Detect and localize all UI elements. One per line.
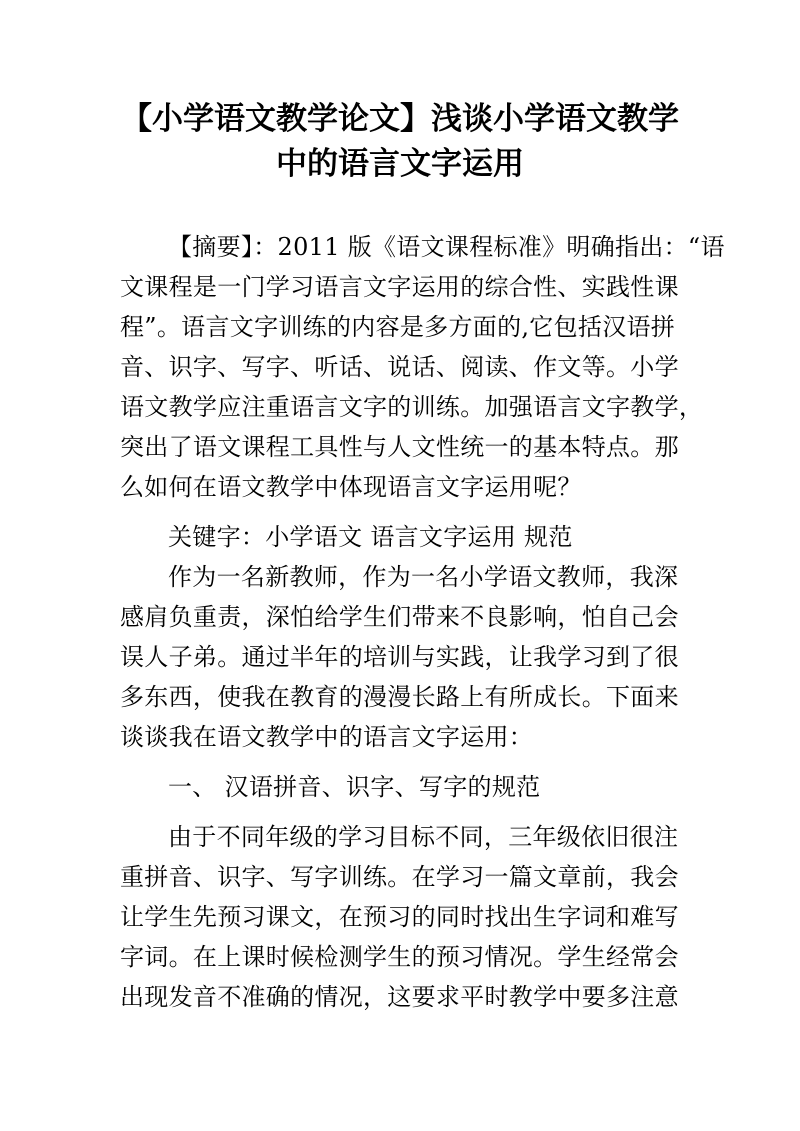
- abstract-line: 语文教学应注重语言文字的训练。加强语言文字教学，: [120, 393, 704, 421]
- section-heading: 一、 汉语拼音、识字、写字的规范: [168, 773, 541, 801]
- abstract-line: 么如何在语文教学中体现语言文字运用呢？: [120, 473, 582, 501]
- document-title-line-2: 中的语言文字运用: [276, 146, 524, 182]
- body-line: 让学生先预习课文，在预习的同时找出生字词和难写: [120, 903, 679, 931]
- body-line: 重拼音、识字、写字训练。在学习一篇文章前，我会: [120, 863, 679, 891]
- keywords-line: 关键字：小学语文 语言文字运用 规范: [168, 523, 573, 551]
- body-line: 字词。在上课时候检测学生的预习情况。学生经常会: [120, 943, 679, 971]
- intro-line: 多东西，使我在教育的漫漫长路上有所成长。下面来: [120, 683, 679, 711]
- document-title-line-1: 【小学语文教学论文】浅谈小学语文教学: [121, 101, 679, 137]
- abstract-line: 【摘要】：2011 版《语文课程标准》明确指出：“语: [168, 233, 725, 261]
- intro-line: 误人子弟。通过半年的培训与实践，让我学习到了很: [120, 643, 679, 671]
- abstract-line: 突出了语文课程工具性与人文性统一的基本特点。那: [120, 433, 679, 461]
- intro-line: 谈谈我在语文教学中的语言文字运用：: [120, 723, 534, 751]
- abstract-line: 程”。语言文字训练的内容是多方面的,它包括汉语拼: [120, 313, 676, 341]
- intro-line: 感肩负重责，深怕给学生们带来不良影响，怕自己会: [120, 603, 679, 631]
- body-line: 出现发音不准确的情况，这要求平时教学中要多注意: [120, 983, 679, 1011]
- body-line: 由于不同年级的学习目标不同，三年级依旧很注: [168, 823, 679, 851]
- intro-line: 作为一名新教师，作为一名小学语文教师，我深: [168, 563, 679, 591]
- abstract-line: 音、识字、写字、听话、说话、阅读、作文等。小学: [120, 353, 679, 381]
- abstract-line: 文课程是一门学习语言文字运用的综合性、实践性课: [120, 273, 679, 301]
